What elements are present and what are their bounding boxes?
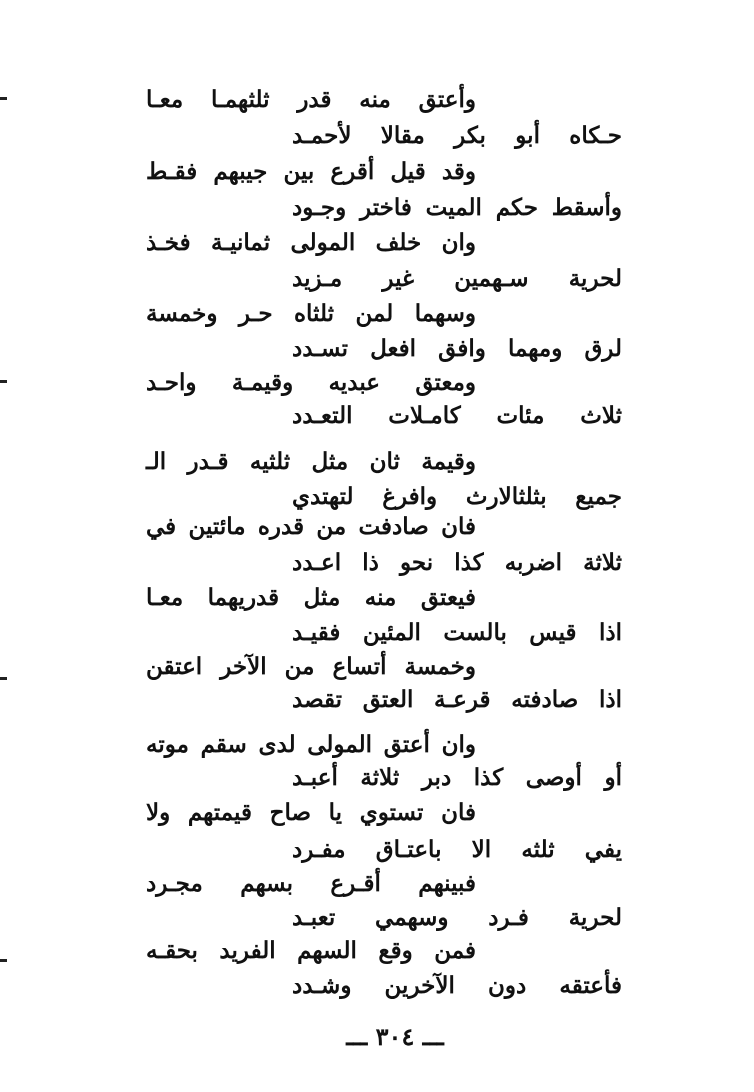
verse-line: فان تستوي يا صاح قيمتهم ولا	[146, 799, 476, 826]
verse-line: ومعتق عبديه وقيمـة واحـد	[146, 369, 476, 396]
verse-line: وان أعتق المولى لدى سقم موته	[146, 731, 476, 758]
verse-line: فيعتق منه مثل قدريهما معـا	[146, 584, 476, 611]
verse-line: أو أوصى كذا دبر ثلاثة أعبـد	[292, 764, 622, 791]
verse-line: وقيمة ثان مثل ثلثيه قـدر الـ	[146, 448, 476, 475]
binding-mark	[0, 959, 7, 962]
verse-line: فبينهم أقـرع بسهم مجـرد	[146, 870, 476, 897]
binding-mark	[0, 97, 7, 100]
verse-line: اذا قيس بالست المئين فقيـد	[292, 619, 622, 646]
verse-line: ثلاث مئات كامـلات التعـدد	[292, 402, 622, 429]
verse-line: جميع بثلثالارث وافرغ لتهتدي	[292, 483, 622, 510]
verse-line: وسهما لمن ثلثاه حـر وخمسة	[146, 300, 476, 327]
verse-line: وأعتق منه قدر ثلثهمـا معـا	[146, 86, 476, 113]
binding-mark	[0, 380, 7, 383]
verse-line: لحرية فـرد وسهمي تعبـد	[292, 904, 622, 931]
verse-line: يفي ثلثه الا باعتـاق مفـرد	[292, 836, 622, 863]
verse-line: وأسقط حكم الميت فاختر وجـود	[292, 194, 622, 221]
verse-line: اذا صادفته قرعـة العتق تقصد	[292, 686, 622, 713]
verse-line: فمن وقع السهم الفريد بحقـه	[146, 937, 476, 964]
binding-mark	[0, 677, 7, 680]
verse-line: لرق ومهما وافق افعل تسـدد	[292, 335, 622, 362]
verse-line: ثلاثة اضربه كذا نحو ذا اعـدد	[292, 549, 622, 576]
verse-line: حـكاه أبو بكر مقالا لأحمـد	[292, 122, 622, 149]
verse-line: لحرية سـهمين غير مـزيد	[292, 265, 622, 292]
verse-line: وان خلف المولى ثمانيـة فخـذ	[146, 229, 476, 256]
verse-line: وخمسة أتساع من الآخر اعتقن	[146, 653, 476, 680]
verse-line: وقد قيل أقرع بين جيبهم فقـط	[146, 158, 476, 185]
verse-line: فأعتقه دون الآخرين وشـدد	[292, 972, 622, 999]
verse-line: فان صادفت من قدره مائتين في	[146, 513, 476, 540]
page-number: ـــ ٣٠٤ ـــ	[346, 1022, 444, 1051]
